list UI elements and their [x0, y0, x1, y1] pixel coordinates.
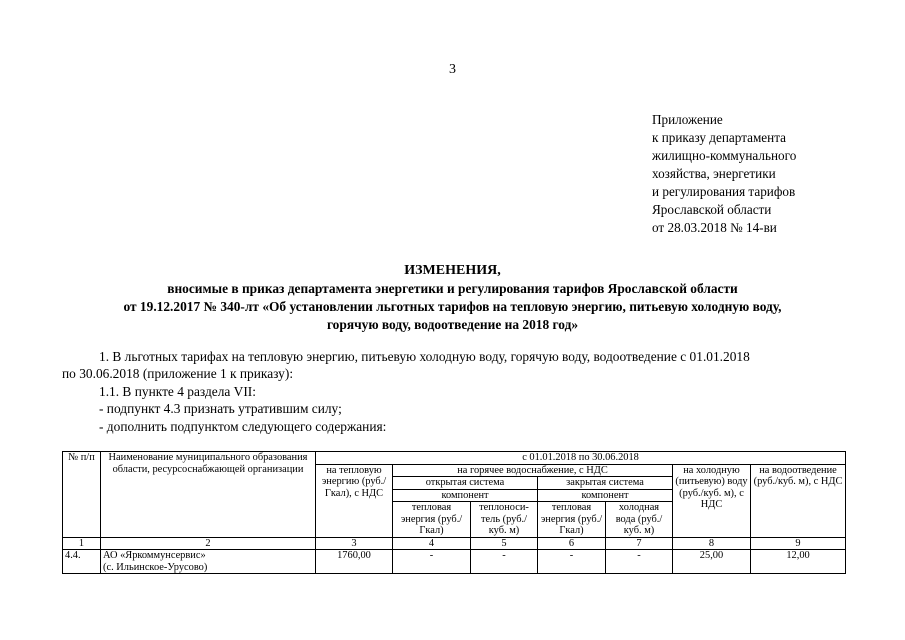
header-open-system: открытая система [393, 477, 538, 490]
paragraph-1-1: 1.1. В пункте 4 раздела VII: [99, 384, 256, 399]
document-heading [0, 262, 905, 334]
index-cell: 2 [101, 537, 316, 550]
header-component-closed: компонент [538, 489, 673, 502]
row-name [101, 550, 316, 574]
index-cell: 1 [63, 537, 101, 550]
heading-title: ИЗМЕНЕНИЯ, [404, 263, 501, 278]
row-num: 4.4. [63, 550, 101, 574]
header-open-heat: тепловая энергия (руб./Гкал) [393, 502, 471, 538]
row-org-location: (с. Ильинское-Урусово) [103, 561, 208, 573]
index-cell: 7 [606, 537, 673, 550]
header-cold-water: на холодную (питьевую) воду (руб./куб. м), с НДС [673, 464, 751, 537]
paragraph-1-line-2: по 30.06.2018 (приложение 1 к приказу): [62, 366, 294, 381]
row-drainage: 12,00 [751, 550, 846, 574]
row-closed-cold: - [606, 550, 673, 574]
header-open-carrier: теплоноси- тель (руб./куб. м) [471, 502, 538, 538]
header-drainage: на водоотведение (руб./куб. м), с НДС [751, 464, 846, 537]
header-closed-system: закрытая система [538, 477, 673, 490]
index-cell: 5 [471, 537, 538, 550]
header-hot-water: на горячее водоснабжение, с НДС [393, 464, 673, 477]
row-org-name: АО «Яркоммунсервис» [103, 550, 206, 561]
index-row [63, 537, 846, 550]
header-closed-heat: тепловая энергия (руб./Гкал) [538, 502, 606, 538]
row-cold-water: 25,00 [673, 550, 751, 574]
appendix-block [652, 111, 892, 237]
header-period: с 01.01.2018 по 30.06.2018 [316, 452, 846, 465]
row-open-carrier: - [471, 550, 538, 574]
index-cell: 6 [538, 537, 606, 550]
tariff-table [62, 451, 846, 574]
appendix-line: хозяйства, энергетики [652, 166, 776, 181]
table-row [63, 550, 846, 574]
row-heat: 1760,00 [316, 550, 393, 574]
paragraph-item-1: - подпункт 4.3 признать утратившим силу; [99, 401, 342, 416]
row-closed-heat: - [538, 550, 606, 574]
appendix-line: от 28.03.2018 № 14-ви [652, 220, 777, 235]
appendix-line: Приложение [652, 112, 723, 127]
appendix-line: Ярославской области [652, 202, 772, 217]
header-closed-cold: холодная вода (руб./куб. м) [606, 502, 673, 538]
header-component-open: компонент [393, 489, 538, 502]
header-num: № п/п [63, 452, 101, 538]
heading-line: горячую воду, водоотведение на 2018 год» [326, 317, 579, 332]
index-cell: 9 [751, 537, 846, 550]
heading-line: от 19.12.2017 № 340-лт «Об установлении льготных тарифов на тепловую энергию, питьевую холодную воду, [123, 299, 782, 314]
header-name: Наименование муниципального образования области, ресурсоснабжающей организации [101, 452, 316, 538]
appendix-line: к приказу департамента [652, 130, 786, 145]
index-cell: 3 [316, 537, 393, 550]
row-open-heat: - [393, 550, 471, 574]
header-heat: на тепловую энергию (руб./Гкал), с НДС [316, 464, 393, 537]
index-cell: 8 [673, 537, 751, 550]
appendix-line: жилищно-коммунального [652, 148, 797, 163]
paragraph-item-2: - дополнить подпунктом следующего содержания: [99, 419, 387, 434]
index-cell: 4 [393, 537, 471, 550]
paragraph-1-line-1: 1. В льготных тарифах на тепловую энергию, питьевую холодную воду, горячую воду, водоотведение с 01.01.2018 [99, 349, 750, 364]
heading-line: вносимые в приказ департамента энергетики и регулирования тарифов Ярославской области [167, 281, 738, 296]
page-number: 3 [449, 62, 456, 77]
appendix-line: и регулирования тарифов [652, 184, 796, 199]
